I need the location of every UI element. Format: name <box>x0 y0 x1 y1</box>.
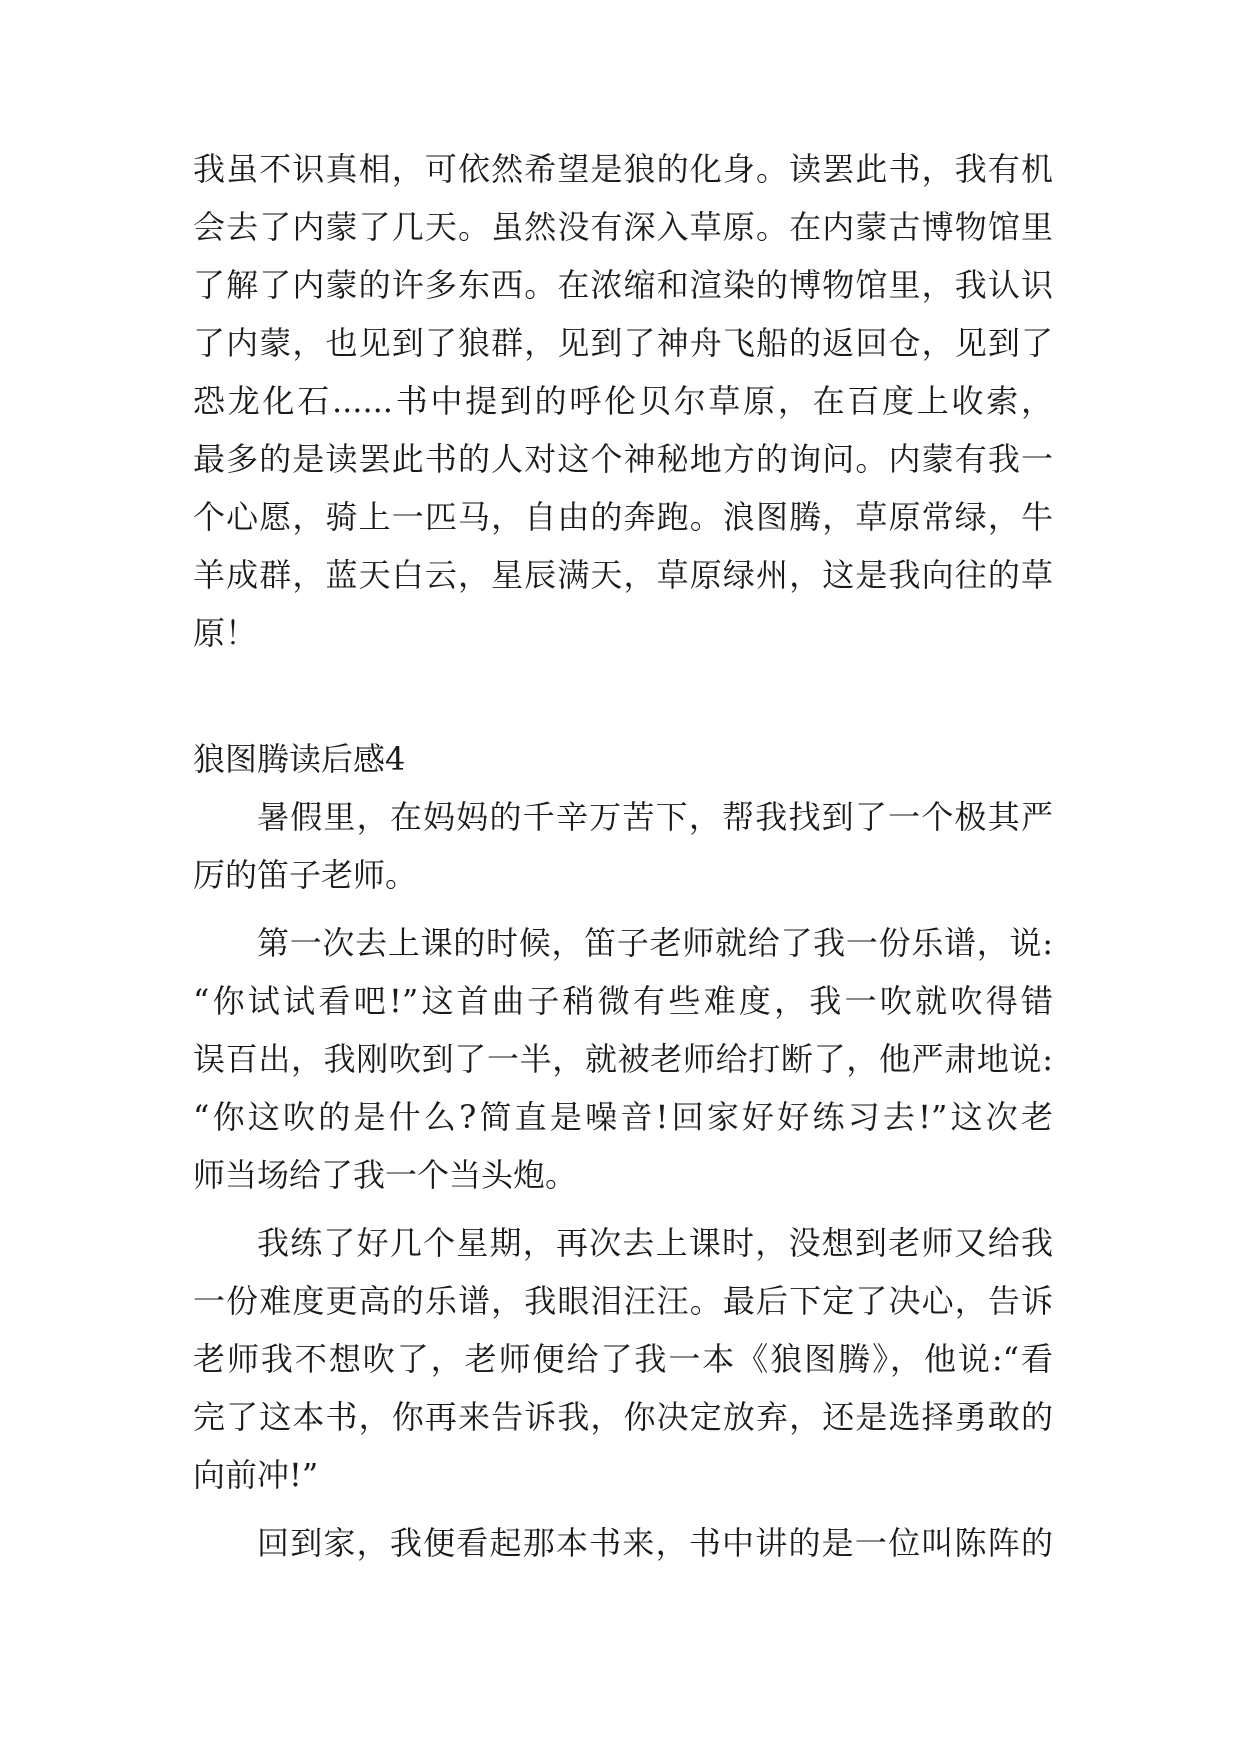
paragraph-line: 了内蒙，也见到了狼群，见到了神舟飞船的返回仓，见到了 <box>193 324 1053 362</box>
paragraph-line: 我练了好几个星期，再次去上课时，没想到老师又给我 <box>257 1224 1053 1262</box>
paragraph-line: 老师我不想吹了，老师便给了我一本《狼图腾》，他说:“看 <box>193 1340 1053 1378</box>
paragraph-line: 了解了内蒙的许多东西。在浓缩和渲染的博物馆里，我认识 <box>193 266 1053 304</box>
paragraph-line: 向前冲!” <box>193 1456 319 1494</box>
section-heading: 狼图腾读后感4 <box>193 740 406 778</box>
paragraph-line: 最多的是读罢此书的人对这个神秘地方的询问。内蒙有我一 <box>193 440 1053 478</box>
paragraph-line: 羊成群，蓝天白云，星辰满天，草原绿州，这是我向往的草 <box>193 556 1053 594</box>
paragraph-line: 恐龙化石......书中提到的呼伦贝尔草原，在百度上收索， <box>193 382 1053 420</box>
paragraph-line: 厉的笛子老师。 <box>193 856 418 894</box>
paragraph-line: 完了这本书，你再来告诉我，你决定放弃，还是选择勇敢的 <box>193 1398 1053 1436</box>
paragraph-line: 原！ <box>193 614 258 652</box>
paragraph-line: “你试试看吧!”这首曲子稍微有些难度，我一吹就吹得错 <box>193 982 1053 1020</box>
paragraph-line: “你这吹的是什么?简直是噪音!回家好好练习去!”这次老 <box>193 1098 1053 1136</box>
paragraph-line: 暑假里，在妈妈的千辛万苦下，帮我找到了一个极其严 <box>257 798 1053 836</box>
paragraph-line: 第一次去上课的时候，笛子老师就给了我一份乐谱，说: <box>257 924 1053 962</box>
paragraph-line: 师当场给了我一个当头炮。 <box>193 1156 578 1194</box>
paragraph-line: 回到家，我便看起那本书来，书中讲的是一位叫陈阵的 <box>257 1524 1053 1562</box>
paragraph-line: 会去了内蒙了几天。虽然没有深入草原。在内蒙古博物馆里 <box>193 208 1053 246</box>
paragraph-line: 一份难度更高的乐谱，我眼泪汪汪。最后下定了决心，告诉 <box>193 1282 1053 1320</box>
paragraph-line: 我虽不识真相，可依然希望是狼的化身。读罢此书，我有机 <box>193 150 1053 188</box>
paragraph-line: 误百出，我刚吹到了一半，就被老师给打断了，他严肃地说: <box>193 1040 1053 1078</box>
paragraph-line: 个心愿，骑上一匹马，自由的奔跑。浪图腾，草原常绿，牛 <box>193 498 1053 536</box>
